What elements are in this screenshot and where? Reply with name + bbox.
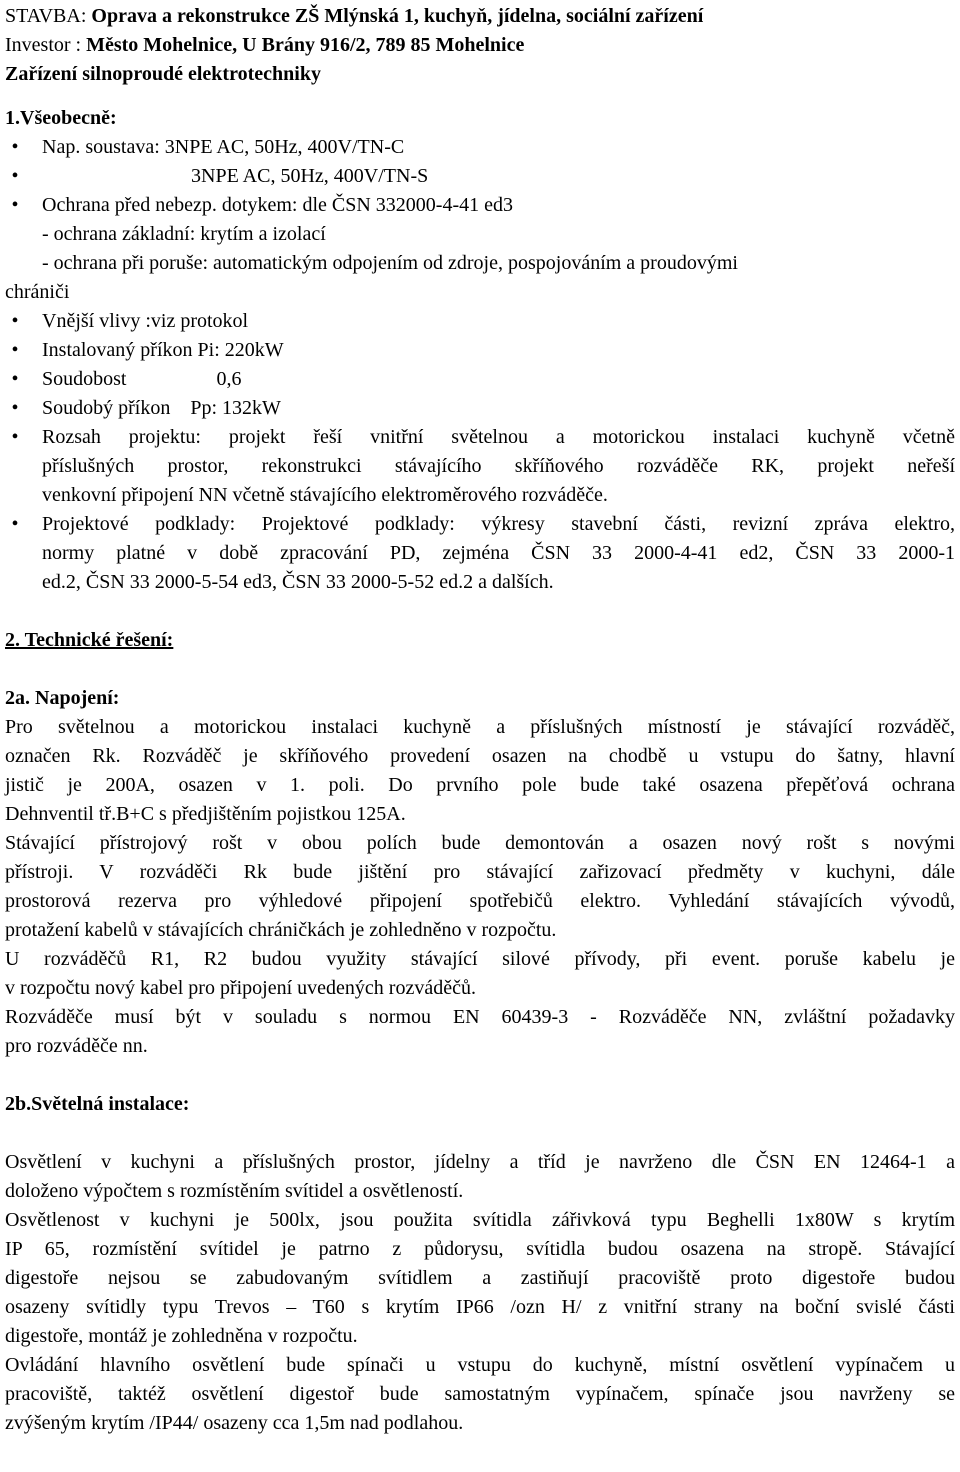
spacer [5,655,955,684]
ochrana-poruse-2: chrániči [5,281,70,303]
bullet-vnejsi [5,307,955,336]
bullet-icon: • [11,368,19,390]
rozsah-line: příslušných prostor, rekonstrukci stávajícího skříňového rozváděče RK, projekt neřeší [42,455,955,477]
stavba-label: STAVBA: [5,5,92,27]
napojeni-paragraph-2 [5,829,955,945]
napsoustava-text-2: 3NPE AC, 50Hz, 400V/TN-S [191,165,429,187]
paragraph-line: digestoře nejsou se zabudovaným svítidlem a zastiňují pracoviště proto digestoře budou [5,1267,955,1289]
section-2-heading-text: 2. Technické řešení: [5,629,174,651]
paragraph-line: doloženo výpočtem s rozmístěním svítidel a osvětleností. [5,1180,464,1202]
investor-line [5,31,955,60]
document-page [5,2,955,1438]
stavba-line [5,2,955,31]
podklady-line: ed.2, ČSN 33 2000-5-54 ed3, ČSN 33 2000-5-52 ed.2 a dalších. [42,571,554,593]
podklady-line: normy platné v době zpracování PD, zejména ČSN 33 2000-4-41 ed2, ČSN 33 2000-1 [42,542,955,564]
ochrana-text: Ochrana před nebezp. dotykem: dle ČSN 332000-4-41 ed3 [42,194,513,216]
paragraph-line: přístroji. V rozváděči Rk bude jištění pro stávající zařizovací předměty v kuchyni, dále [5,861,955,883]
paragraph-line: osazeny svítidly typu Trevos – T60 s krytím IP66 /ozn H/ z vnitřní strany na boční svislé části [5,1296,955,1318]
bullet-icon: • [11,513,19,535]
paragraph-line: Osvětlení v kuchyni a příslušných prostor, jídelny a tříd je navrženo dle ČSN EN 12464-1 a [5,1151,955,1173]
rozsah-line: venkovní připojení NN včetně stávajícího elektroměrového rozváděče. [42,484,608,506]
paragraph-line: zvýšeným krytím /IP44/ osazeny cca 1,5m nad podlahou. [5,1412,464,1434]
bullet-icon: • [11,165,19,187]
napsoustava-text-1: Nap. soustava: 3NPE AC, 50Hz, 400V/TN-C [42,136,405,158]
paragraph-line: Rozváděče musí být v souladu s normou EN 60439-3 - Rozváděče NN, zvláštní požadavky [5,1006,955,1028]
ochrana-zakladni: - ochrana základní: krytím a izolací [42,223,326,245]
investor-value: Město Mohelnice, U Brány 916/2, 789 85 Mohelnice [86,34,525,56]
bullet-soudoby [5,394,955,423]
paragraph-line: Osvětlenost v kuchyni je 500lx, jsou použita svítidla zářivková typu Beghelli 1x80W s krytím [5,1209,955,1231]
paragraph-line: Ovládání hlavního osvětlení bude spínači u vstupu do kuchyně, místní osvětlení vypínačem u [5,1354,955,1376]
svetelna-paragraph-3 [5,1351,955,1438]
section-1-heading [5,104,955,133]
paragraph-line: digestoře, montáž je zohledněna v rozpočtu. [5,1325,358,1347]
stavba-value: Oprava a rekonstrukce ZŠ Mlýnská 1, kuchyň, jídelna, sociální zařízení [91,5,704,27]
paragraph-line: pro rozváděče nn. [5,1035,148,1057]
bullet-icon: • [11,397,19,419]
bullet-rozsah [5,423,955,510]
bullet-napsoustava-2 [5,162,955,191]
paragraph-line: Dehnventil tř.B+C s předjištěním pojistkou 125A. [5,803,406,825]
bullet-icon: • [11,194,19,216]
bullet-napsoustava [5,133,955,162]
rozsah-line: Rozsah projektu: projekt řeší vnitřní světelnou a motorickou instalaci kuchyně včetně [42,426,955,448]
bullet-podklady [5,510,955,597]
vnejsi-text: Vnější vlivy :viz protokol [42,310,249,332]
soudobost-label: Soudobost [42,368,127,390]
spacer [5,89,955,104]
spacer [5,1119,955,1148]
napojeni-paragraph-1 [5,713,955,829]
bullet-icon: • [11,426,19,448]
ochrana-poruse-1: - ochrana při poruše: automatickým odpojením od zdroje, pospojováním a proudovými [42,252,738,274]
bullet-ochrana [5,191,955,220]
soudoby-label: Soudobý příkon [42,397,171,419]
paragraph-line: prostorová rezerva pro výhledové připojení spotřebičů elektro. Vyhledání stávajících vývodů, [5,890,955,912]
svetelna-paragraph-1 [5,1148,955,1206]
paragraph-line: Stávající přístrojový rošt v obou polích bude demontován a osazen nový rošt s novými [5,832,955,854]
section-2-heading [5,626,955,655]
investor-label: Investor : [5,34,87,56]
bullet-instalovany [5,336,955,365]
section-2b-heading: 2b.Světelná instalace: [5,1093,190,1115]
section-2a-heading: 2a. Napojení: [5,687,120,709]
napojeni-paragraph-4 [5,1003,955,1061]
paragraph-line: Pro světelnou a motorickou instalaci kuchyně a příslušných místností je stávající rozváděč, [5,716,955,738]
napojeni-paragraph-3 [5,945,955,1003]
paragraph-line: pracoviště, taktéž osvětlení digestoř bude samostatným vypínačem, spínače jsou navrženy se [5,1383,955,1405]
spacer [5,1061,955,1090]
paragraph-line: protažení kabelů v stávajících chráničkách je zohledněno v rozpočtu. [5,919,557,941]
document-subtitle: Zařízení silnoproudé elektrotechniky [5,63,321,85]
paragraph-line: jistič je 200A, osazen v 1. poli. Do prvního pole bude také osazena přepěťová ochrana [5,774,955,796]
instalovany-text: Instalovaný příkon Pi: 220kW [42,339,284,361]
soudoby-value: Pp: 132kW [190,397,281,419]
svetelna-paragraph-2 [5,1206,955,1351]
bullet-icon: • [11,136,19,158]
paragraph-line: označen Rk. Rozváděč je skříňového provedení osazen na chodbě u vstupu do šatny, hlavní [5,745,955,767]
paragraph-line: U rozváděčů R1, R2 budou využity stávající silové přívody, při event. poruše kabelu je [5,948,955,970]
paragraph-line: v rozpočtu nový kabel pro připojení uvedených rozváděčů. [5,977,476,999]
podklady-line: Projektové podklady: Projektové podklady: výkresy stavební části, revizní zpráva elektro, [42,513,955,535]
bullet-icon: • [11,310,19,332]
bullet-icon: • [11,339,19,361]
soudobost-value: 0,6 [216,368,242,390]
paragraph-line: IP 65, rozmístění svítidel je patrno z půdorysu, svítidla budou osazena na stropě. Stávající [5,1238,955,1260]
section-1-heading-text: 1.Všeobecně: [5,107,117,129]
bullet-soudobost [5,365,955,394]
spacer [5,597,955,626]
